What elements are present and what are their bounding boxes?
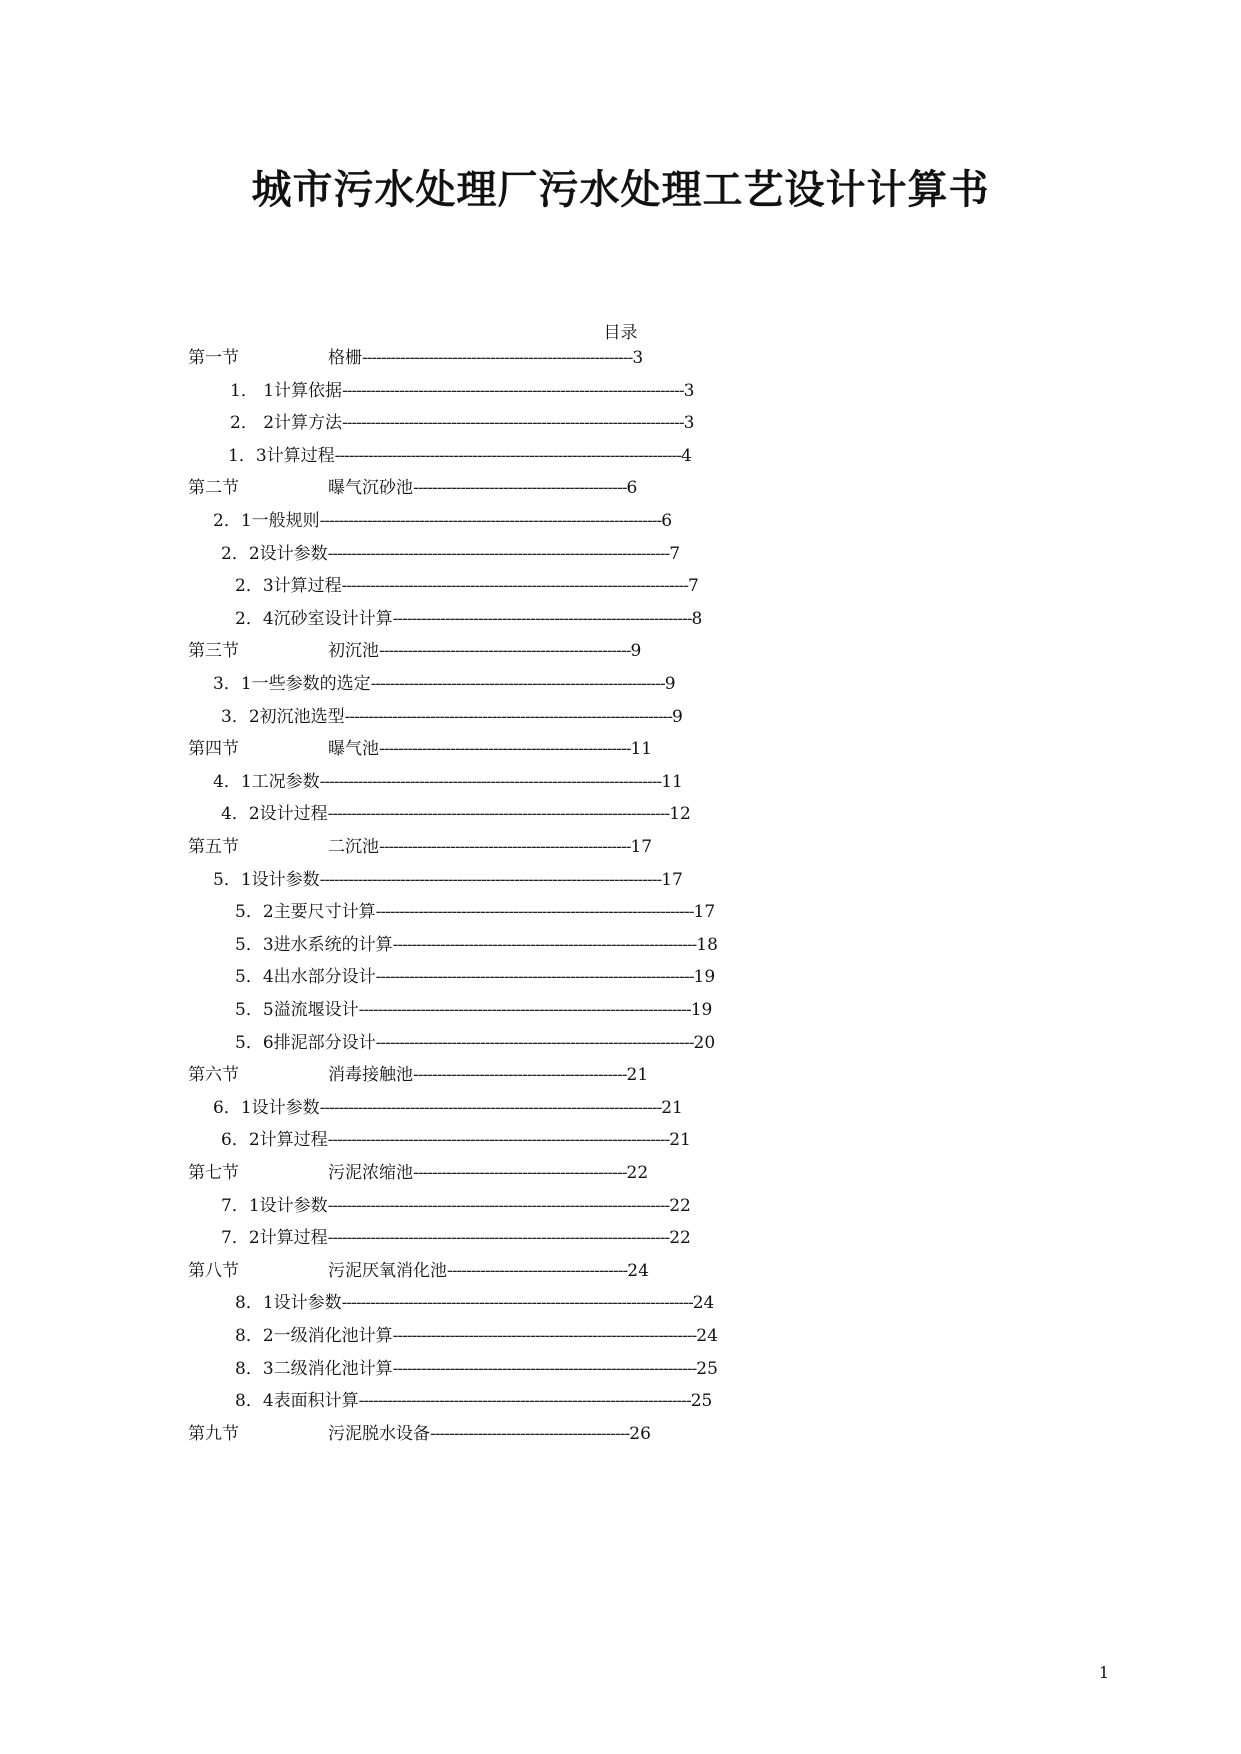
toc-leader: ------------------------------------------------------------------------ bbox=[327, 1130, 670, 1151]
toc-entry-page: 24 bbox=[627, 1260, 649, 1281]
toc-entry-page: 7 bbox=[687, 576, 699, 597]
toc-subsection-row[interactable] bbox=[0, 1291, 1241, 1315]
toc-leader: ------------------------------------------------------------------------ bbox=[342, 380, 684, 401]
toc-entry-page: 25 bbox=[696, 1358, 718, 1379]
toc-section-number: 第六节 bbox=[188, 1065, 239, 1086]
toc-entry-title: 2．1一般规则 bbox=[213, 511, 320, 531]
toc-entry-title: 1．3计算过程 bbox=[228, 445, 335, 466]
toc-entry-page: 11 bbox=[630, 739, 653, 760]
toc-leader: ------------------------------------------------------------------- bbox=[375, 967, 694, 988]
toc-entry-title: 5．4出水部分设计 bbox=[235, 967, 376, 988]
toc-entry-page: 9 bbox=[630, 641, 642, 662]
toc-entry-title: 2．2设计参数 bbox=[221, 543, 328, 564]
toc-entry-title: 5．6排泥部分设计 bbox=[235, 1032, 376, 1053]
toc-subsection-row[interactable] bbox=[0, 1128, 1241, 1152]
toc-entry bbox=[230, 379, 694, 403]
toc-subsection-row[interactable] bbox=[0, 933, 1241, 957]
toc-entry bbox=[328, 1063, 648, 1087]
toc-entry bbox=[213, 770, 683, 794]
toc-leader: ---------------------------------------------------------------------- bbox=[358, 1000, 691, 1020]
toc-subsection-row[interactable] bbox=[0, 574, 1241, 598]
toc-leader: --------------------------------------------------------- bbox=[362, 348, 633, 368]
toc-entry-title: 污泥浓缩池 bbox=[328, 1163, 413, 1183]
toc-entry-page: 7 bbox=[669, 543, 681, 564]
toc-subsection-row[interactable] bbox=[0, 672, 1241, 696]
toc-section-row[interactable] bbox=[0, 346, 1241, 370]
toc-entry-title: 7．1设计参数 bbox=[221, 1195, 328, 1216]
toc-entry bbox=[235, 998, 712, 1022]
toc-section-row[interactable] bbox=[0, 476, 1241, 500]
toc-entry-title: 初沉池 bbox=[328, 641, 379, 662]
toc-section-number: 第七节 bbox=[188, 1163, 239, 1183]
toc-entry bbox=[213, 672, 676, 696]
toc-leader: ----------------------------------------------------- bbox=[379, 837, 631, 857]
toc-entry-title: 5．3进水系统的计算 bbox=[235, 934, 393, 955]
toc-entry-title: 2．4沉砂室设计计算 bbox=[235, 608, 393, 629]
toc-entry-title: 1． 1计算依据 bbox=[230, 380, 343, 401]
toc-entry bbox=[235, 1357, 718, 1381]
toc-entry-title: 6．2计算过程 bbox=[221, 1130, 328, 1151]
toc-entry-page: 25 bbox=[690, 1391, 713, 1412]
toc-subsection-row[interactable] bbox=[0, 1357, 1241, 1381]
toc-entry bbox=[328, 1259, 649, 1283]
toc-section-row[interactable] bbox=[0, 639, 1241, 663]
toc-subsection-row[interactable] bbox=[0, 607, 1241, 631]
toc-section-number: 第九节 bbox=[188, 1423, 239, 1444]
toc-entry-title: 8．1设计参数 bbox=[235, 1293, 342, 1314]
toc-entry-title: 5．1设计参数 bbox=[213, 869, 320, 890]
toc-entry-page: 3 bbox=[632, 348, 644, 368]
toc-entry bbox=[328, 639, 641, 663]
toc-entry bbox=[221, 705, 683, 729]
toc-section-number: 第五节 bbox=[188, 837, 239, 857]
toc-leader: ------------------------------------------ bbox=[430, 1423, 630, 1444]
toc-entry-title: 8．3二级消化池计算 bbox=[235, 1358, 393, 1379]
toc-entry bbox=[228, 444, 692, 468]
toc-entry-page: 22 bbox=[626, 1163, 649, 1183]
toc-entry bbox=[221, 542, 680, 566]
toc-entry bbox=[235, 607, 702, 631]
toc-entry-page: 22 bbox=[669, 1228, 691, 1249]
toc-entry-page: 19 bbox=[690, 1000, 713, 1020]
toc-entry bbox=[328, 1161, 648, 1185]
toc-entry-page: 4 bbox=[680, 445, 692, 466]
toc-entry bbox=[235, 965, 715, 989]
toc-leader: ------------------------------------------------------------------------ bbox=[319, 511, 662, 531]
toc-entry bbox=[328, 1422, 651, 1446]
toc-entry-page: 21 bbox=[626, 1065, 649, 1086]
toc-leader: --------------------------------------------- bbox=[413, 1163, 627, 1183]
toc-entry bbox=[235, 1389, 712, 1413]
toc-entry-title: 格栅 bbox=[328, 348, 362, 368]
toc-leader: --------------------------------------------- bbox=[413, 478, 627, 499]
toc-entry-page: 22 bbox=[669, 1195, 691, 1216]
toc-entry-title: 4．2设计过程 bbox=[221, 804, 328, 825]
toc-section-row[interactable] bbox=[0, 1259, 1241, 1283]
toc-entry bbox=[221, 1194, 691, 1218]
toc-subsection-row[interactable] bbox=[0, 965, 1241, 989]
toc-entry bbox=[235, 1031, 715, 1055]
toc-entry-title: 5．2主要尺寸计算 bbox=[235, 902, 376, 923]
toc-subsection-row[interactable] bbox=[0, 1324, 1241, 1348]
toc-leader: --------------------------------------------- bbox=[413, 1065, 627, 1086]
toc-subsection-row[interactable] bbox=[0, 900, 1241, 924]
toc-entry-page: 21 bbox=[669, 1130, 691, 1151]
toc-entry bbox=[213, 1096, 683, 1120]
toc-entry-title: 曝气沉砂池 bbox=[328, 478, 413, 499]
toc-entry-page: 21 bbox=[661, 1097, 683, 1118]
toc-leader: ---------------------------------------------------------------- bbox=[392, 1358, 697, 1379]
toc-leader: -------------------------------------------------------------------------- bbox=[341, 1293, 693, 1314]
toc-leader: -------------------------------------- bbox=[447, 1260, 628, 1281]
toc-entry bbox=[213, 868, 683, 892]
toc-subsection-row[interactable] bbox=[0, 1226, 1241, 1250]
toc-subsection-row[interactable] bbox=[0, 1031, 1241, 1055]
toc-section-number: 第三节 bbox=[188, 641, 239, 662]
toc-entry-page: 24 bbox=[692, 1293, 715, 1314]
toc-leader: ------------------------------------------------------------------- bbox=[375, 1032, 694, 1053]
toc-leader: ------------------------------------------------------------------- bbox=[375, 902, 694, 923]
toc-entry-title: 污泥脱水设备 bbox=[328, 1423, 430, 1444]
toc-leader: ------------------------------------------------------------------------ bbox=[342, 413, 684, 434]
toc-subsection-row[interactable] bbox=[0, 411, 1241, 435]
toc-subsection-row[interactable] bbox=[0, 1096, 1241, 1120]
toc-entry-title: 消毒接触池 bbox=[328, 1065, 413, 1086]
toc-leader: ------------------------------------------------------------------------- bbox=[334, 445, 681, 466]
toc-section-number: 第一节 bbox=[188, 348, 239, 368]
toc-leader: ---------------------------------------------------------------------- bbox=[358, 1391, 691, 1412]
toc-entry bbox=[328, 476, 637, 500]
toc-section-row[interactable] bbox=[0, 737, 1241, 761]
toc-entry bbox=[328, 835, 652, 859]
toc-subsection-row[interactable] bbox=[0, 770, 1241, 794]
toc-entry-page: 9 bbox=[664, 674, 676, 694]
toc-subsection-row[interactable] bbox=[0, 542, 1241, 566]
toc-entry-page: 18 bbox=[696, 934, 718, 955]
toc-leader: ---------------------------------------------------------------- bbox=[392, 1326, 697, 1346]
toc-entry bbox=[328, 346, 643, 370]
toc-entry-page: 9 bbox=[672, 706, 683, 727]
toc-entry-title: 2． 2计算方法 bbox=[230, 413, 343, 434]
toc-entry bbox=[235, 933, 718, 957]
toc-entry-title: 8．4表面积计算 bbox=[235, 1391, 359, 1412]
toc-entry bbox=[221, 1128, 691, 1152]
toc-section-row[interactable] bbox=[0, 835, 1241, 859]
toc-leader: ---------------------------------------------------------------- bbox=[392, 934, 697, 955]
toc-section-row[interactable] bbox=[0, 1161, 1241, 1185]
toc-entry-title: 曝气池 bbox=[328, 739, 379, 760]
toc-subsection-row[interactable] bbox=[0, 1389, 1241, 1413]
toc-entry-title: 6．1设计参数 bbox=[213, 1097, 320, 1118]
toc-entry bbox=[221, 802, 691, 826]
toc-entry-title: 3．1一些参数的选定 bbox=[213, 674, 371, 694]
toc-entry-page: 8 bbox=[691, 608, 703, 629]
toc-entry-title: 4．1工况参数 bbox=[213, 771, 320, 792]
toc-leader: ------------------------------------------------------------------------ bbox=[319, 771, 662, 792]
toc-entry-title: 2．3计算过程 bbox=[235, 576, 342, 597]
toc-leader: ------------------------------------------------------------------------ bbox=[319, 1097, 662, 1118]
toc-entry-title: 二沉池 bbox=[328, 837, 379, 857]
toc-entry-page: 3 bbox=[683, 380, 695, 401]
toc-entry-page: 17 bbox=[693, 902, 716, 923]
toc-leader: ----------------------------------------------------- bbox=[379, 641, 631, 662]
toc-entry-page: 17 bbox=[661, 869, 683, 890]
toc-entry-page: 19 bbox=[693, 967, 716, 988]
toc-entry-title: 7．2计算过程 bbox=[221, 1228, 328, 1249]
toc-subsection-row[interactable] bbox=[0, 379, 1241, 403]
page-number: 1 bbox=[1098, 1663, 1109, 1682]
toc-section-number: 第八节 bbox=[188, 1260, 239, 1281]
toc-leader: --------------------------------------------------------------------- bbox=[344, 706, 672, 727]
toc-entry bbox=[235, 900, 715, 924]
toc-entry-title: 5．5溢流堰设计 bbox=[235, 1000, 359, 1020]
toc-entry-title: 3．2初沉池选型 bbox=[221, 706, 345, 727]
toc-leader: ------------------------------------------------------------------------- bbox=[341, 576, 688, 597]
toc-leader: --------------------------------------------------------------- bbox=[392, 608, 692, 629]
toc-entry-page: 20 bbox=[693, 1032, 716, 1053]
toc-entry-title: 8．2一级消化池计算 bbox=[235, 1326, 393, 1346]
toc-entry-page: 11 bbox=[661, 771, 683, 792]
toc-subsection-row[interactable] bbox=[0, 868, 1241, 892]
toc-entry-title: 污泥厌氧消化池 bbox=[328, 1260, 447, 1281]
toc-entry-page: 17 bbox=[630, 837, 653, 857]
toc-entry bbox=[328, 737, 652, 761]
toc-entry-page: 12 bbox=[669, 804, 691, 825]
toc-entry bbox=[235, 1324, 718, 1348]
toc-subsection-row[interactable] bbox=[0, 1194, 1241, 1218]
document-title: 城市污水处理厂污水处理工艺设计计算书 bbox=[251, 166, 990, 213]
toc-entry-page: 3 bbox=[683, 413, 695, 434]
toc-section-number: 第二节 bbox=[188, 478, 239, 499]
toc-subsection-row[interactable] bbox=[0, 444, 1241, 468]
toc-subsection-row[interactable] bbox=[0, 998, 1241, 1022]
toc-subsection-row[interactable] bbox=[0, 705, 1241, 729]
toc-entry-page: 6 bbox=[661, 511, 673, 531]
toc-leader: ------------------------------------------------------------------------ bbox=[327, 1195, 670, 1216]
toc-subsection-row[interactable] bbox=[0, 509, 1241, 533]
toc-section-number: 第四节 bbox=[188, 739, 239, 760]
toc-heading: 目录 bbox=[603, 323, 638, 343]
toc-entry bbox=[230, 411, 694, 435]
toc-leader: ------------------------------------------------------------------------ bbox=[327, 1228, 670, 1249]
toc-leader: ------------------------------------------------------------------------ bbox=[319, 869, 662, 890]
toc-entry bbox=[235, 1291, 714, 1315]
toc-entry-page: 6 bbox=[626, 478, 638, 499]
toc-section-row[interactable] bbox=[0, 1063, 1241, 1087]
toc-leader: -------------------------------------------------------------- bbox=[370, 674, 665, 694]
toc-entry-page: 24 bbox=[696, 1326, 718, 1346]
toc-subsection-row[interactable] bbox=[0, 802, 1241, 826]
toc-leader: ----------------------------------------------------- bbox=[379, 739, 631, 760]
toc-entry-page: 26 bbox=[629, 1423, 651, 1444]
toc-entry bbox=[221, 1226, 691, 1250]
toc-leader: ------------------------------------------------------------------------ bbox=[327, 543, 670, 564]
toc-section-row[interactable] bbox=[0, 1422, 1241, 1446]
toc-entry bbox=[213, 509, 672, 533]
toc-leader: ------------------------------------------------------------------------ bbox=[327, 804, 670, 825]
toc-entry bbox=[235, 574, 699, 598]
